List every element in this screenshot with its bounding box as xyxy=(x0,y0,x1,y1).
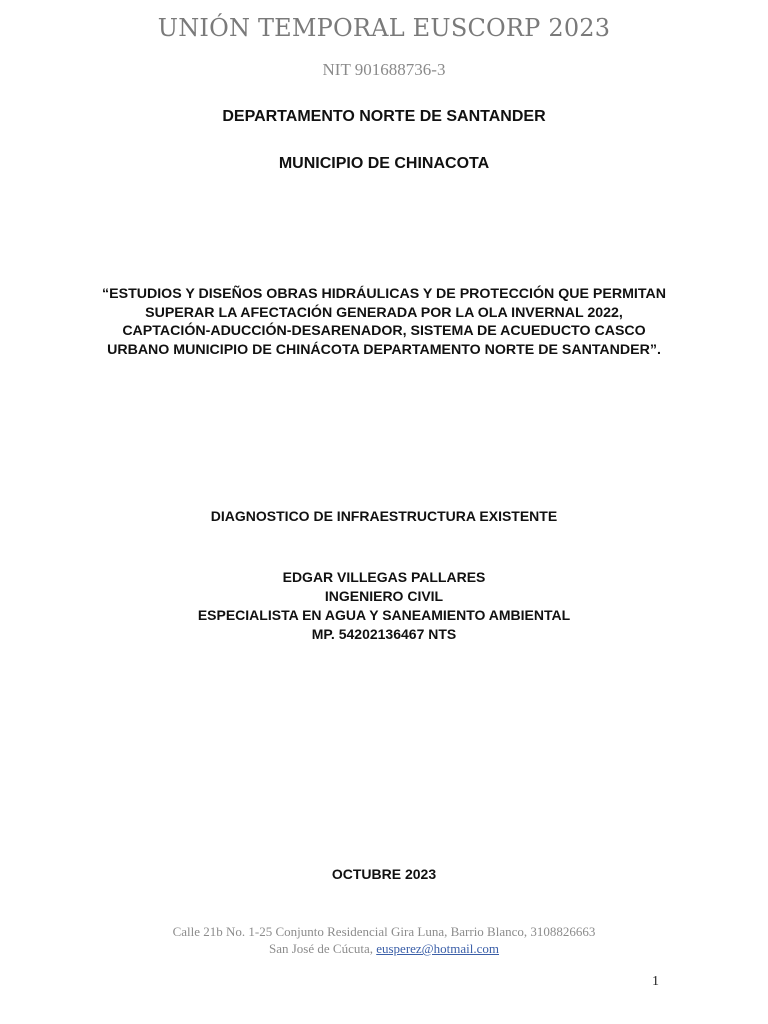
company-nit: NIT 901688736-3 xyxy=(322,60,446,79)
author-license: MP. 54202136467 NTS xyxy=(311,626,457,642)
author-block xyxy=(0,568,768,644)
footer-contact-line xyxy=(0,940,768,957)
author-specialty: ESPECIALISTA EN AGUA Y SANEAMIENTO AMBIENTAL xyxy=(197,607,571,623)
company-header: UNIÓN TEMPORAL EUSCORP 2023 xyxy=(157,14,611,42)
document-date: OCTUBRE 2023 xyxy=(331,866,437,882)
page-number: 1 xyxy=(652,974,659,989)
footer-address: Calle 21b No. 1-25 Conjunto Residencial Gira Luna, Barrio Blanco, 3108826663 xyxy=(172,924,596,939)
document-type: DIAGNOSTICO DE INFRAESTRUCTURA EXISTENTE xyxy=(210,508,558,524)
project-title: “ESTUDIOS Y DISEÑOS OBRAS HIDRÁULICAS Y DE PROTECCIÓN QUE PERMITAN SUPERAR LA AFECTACIÓN GENERADA POR LA OLA INVERNAL 2022, CAPTACIÓN-ADUCCIÓN-DESARENADOR, SISTEMA DE ACUEDUCTO CASCO URBANO MUNICIPIO DE CHINÁCOTA DEPARTAMENTO NORTE DE SANTANDER”. xyxy=(102,286,666,358)
author-name: EDGAR VILLEGAS PALLARES xyxy=(282,569,486,585)
author-profession: INGENIERO CIVIL xyxy=(324,588,444,604)
footer-email-link[interactable]: eusperez@hotmail.com xyxy=(376,941,500,956)
footer-city: San José de Cúcuta, xyxy=(268,941,373,956)
department-heading: DEPARTAMENTO NORTE DE SANTANDER xyxy=(222,108,546,125)
municipality-heading: MUNICIPIO DE CHINACOTA xyxy=(278,155,490,172)
footer xyxy=(0,923,768,957)
